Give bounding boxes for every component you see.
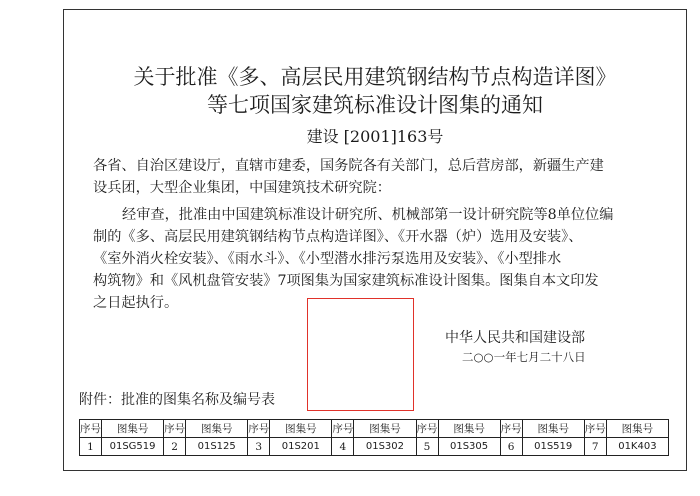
body-line-5: 之日起执行。 — [93, 295, 179, 311]
header-code: 图集号 — [186, 420, 248, 438]
seq-cell: 1 — [80, 438, 102, 456]
body-line-4: 构筑物》和《风机盘管安装》7项图集为国家建筑标准设计图集。图集自本文印发 — [93, 273, 599, 289]
code-cell: 01S519 — [522, 438, 584, 456]
header-code: 图集号 — [438, 420, 500, 438]
signer: 中华人民共和国建设部 — [445, 330, 585, 346]
code-cell: 01S302 — [354, 438, 416, 456]
notice-title-line-2: 等七项国家建筑标准设计图集的通知 — [207, 93, 543, 117]
document-number: 建设 [2001]163号 — [306, 127, 444, 146]
code-cell: 01S125 — [186, 438, 248, 456]
issue-date: 二○○一年七月二十八日 — [462, 350, 586, 364]
table-header-row — [80, 420, 669, 438]
header-seq: 序号 — [164, 420, 186, 438]
header-seq: 序号 — [416, 420, 438, 438]
code-cell: 01S201 — [270, 438, 332, 456]
header-seq: 序号 — [248, 420, 270, 438]
recipients-line-1: 各省、自治区建设厅，直辖市建委，国务院各有关部门，总后营房部，新疆生产建 — [93, 158, 604, 174]
header-code: 图集号 — [102, 420, 164, 438]
seq-cell: 2 — [164, 438, 186, 456]
code-cell: 01K403 — [606, 438, 668, 456]
seq-cell: 7 — [584, 438, 606, 456]
code-cell: 01S305 — [438, 438, 500, 456]
body-line-1: 经审查，批准由中国建筑标准设计研究所、机械部第一设计研究院等8单位位编 — [122, 207, 614, 223]
notice-title-line-1: 关于批准《多、高层民用建筑钢结构节点构造详图》 — [133, 65, 617, 89]
header-seq: 序号 — [500, 420, 522, 438]
body-line-2: 制的《多、高层民用建筑钢结构节点构造详图》、《开水器（炉）选用及安装》、 — [93, 229, 583, 245]
seq-cell: 4 — [332, 438, 354, 456]
atlas-table — [79, 419, 669, 456]
attachment-label: 附件：批准的图集名称及编号表 — [79, 392, 275, 408]
code-cell: 01SG519 — [102, 438, 164, 456]
seq-cell: 6 — [500, 438, 522, 456]
header-seq: 序号 — [332, 420, 354, 438]
header-code: 图集号 — [606, 420, 668, 438]
highlight-box — [307, 298, 414, 411]
body-line-3: 《室外消火栓安装》、《雨水斗》、《小型潜水排污泵选用及安装》、《小型排水 — [93, 251, 562, 267]
header-code: 图集号 — [270, 420, 332, 438]
table-row — [80, 438, 669, 456]
header-code: 图集号 — [354, 420, 416, 438]
header-seq: 序号 — [80, 420, 102, 438]
seq-cell: 3 — [248, 438, 270, 456]
seq-cell: 5 — [416, 438, 438, 456]
header-code: 图集号 — [522, 420, 584, 438]
header-seq: 序号 — [584, 420, 606, 438]
recipients-line-2: 设兵团，大型企业集团，中国建筑技术研究院： — [93, 180, 391, 196]
